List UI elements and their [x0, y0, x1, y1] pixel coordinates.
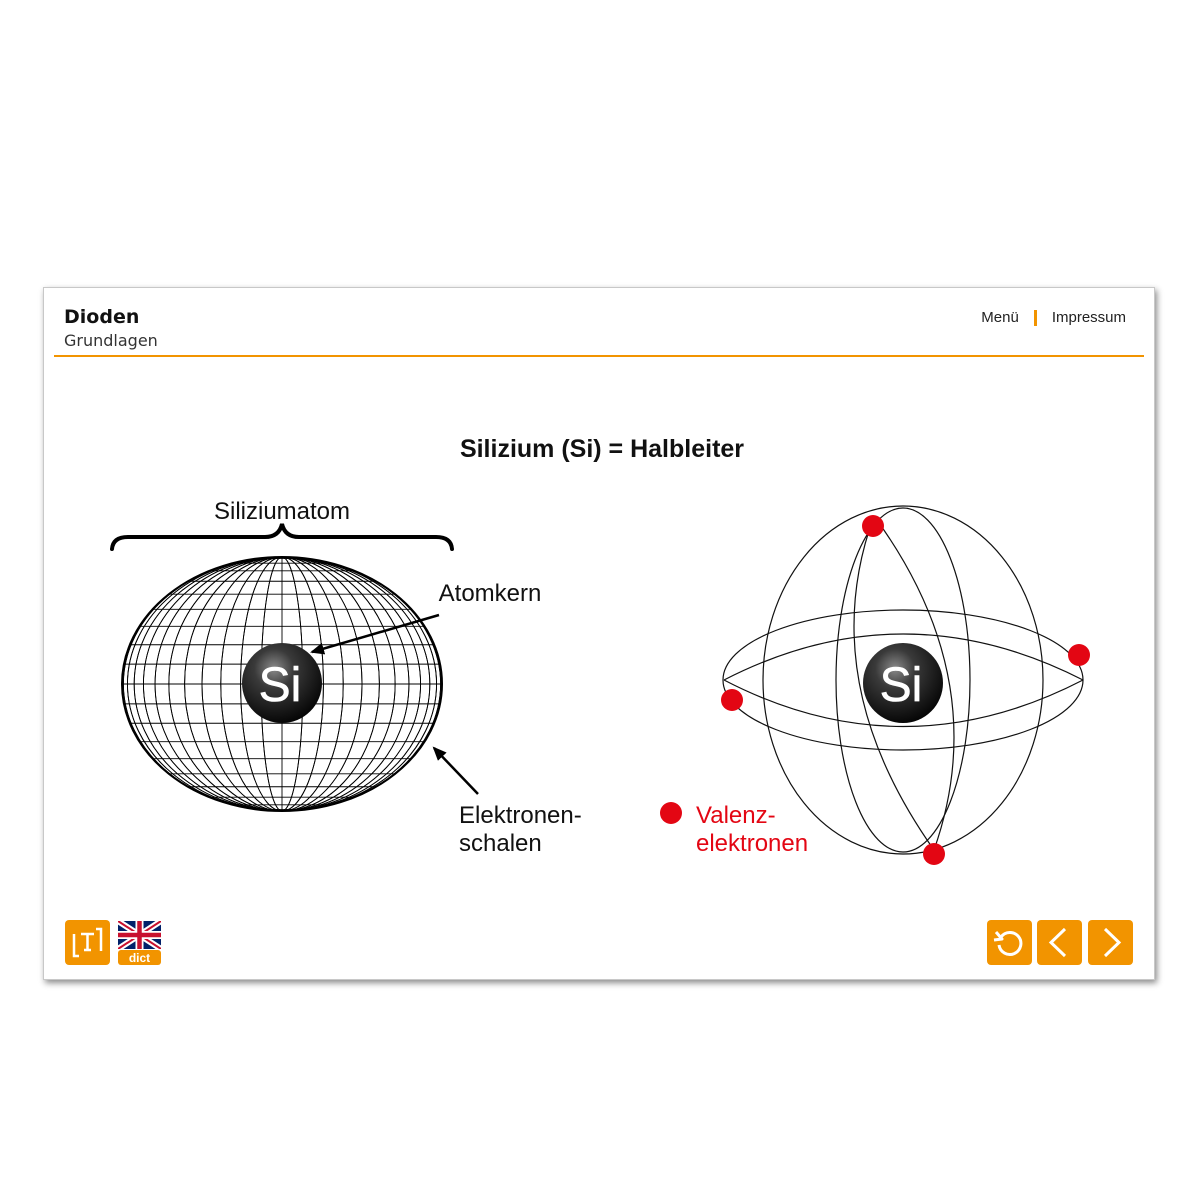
back-arrow-icon: [1037, 920, 1082, 965]
course-subtitle: Grundlagen: [64, 331, 158, 350]
legend-line2: elektronen: [696, 830, 809, 857]
shell-label-line2: schalen: [459, 830, 542, 857]
valence-electron: [862, 515, 884, 537]
menu-link[interactable]: Menü: [981, 309, 1019, 326]
legend-line1: Valenz-: [696, 802, 776, 829]
lesson-window: [43, 287, 1155, 980]
reload-icon: [987, 920, 1032, 965]
legend-electron-dot: [660, 802, 682, 824]
shell-label-line1: Elektronen-: [459, 802, 582, 829]
forward-arrow-icon: [1088, 920, 1133, 965]
brace-label: Siliziumatom: [213, 498, 351, 525]
shell-arrow: [434, 748, 478, 794]
curly-brace: [112, 524, 452, 549]
reload-button[interactable]: [987, 920, 1032, 965]
course-title: Dioden: [64, 306, 140, 328]
dict-badge-label: dict: [128, 951, 151, 965]
impressum-link[interactable]: Impressum: [1051, 309, 1126, 326]
dictionary-button[interactable]: [117, 920, 162, 966]
nucleus-right-symbol: Si: [879, 659, 923, 712]
back-button[interactable]: [1037, 920, 1082, 965]
slide-heading: Silizium (Si) = Halbleiter: [459, 435, 745, 463]
valence-electron: [923, 843, 945, 865]
nucleus-left-symbol: Si: [258, 659, 302, 712]
text-tool-icon: [65, 920, 110, 965]
valence-electron: [1068, 644, 1090, 666]
text-tool-button[interactable]: [65, 920, 110, 965]
nucleus-label: Atomkern: [438, 580, 542, 607]
forward-button[interactable]: [1088, 920, 1133, 965]
uk-flag-icon: [117, 920, 162, 966]
slide-canvas: [44, 288, 1154, 979]
valence-electron: [721, 689, 743, 711]
